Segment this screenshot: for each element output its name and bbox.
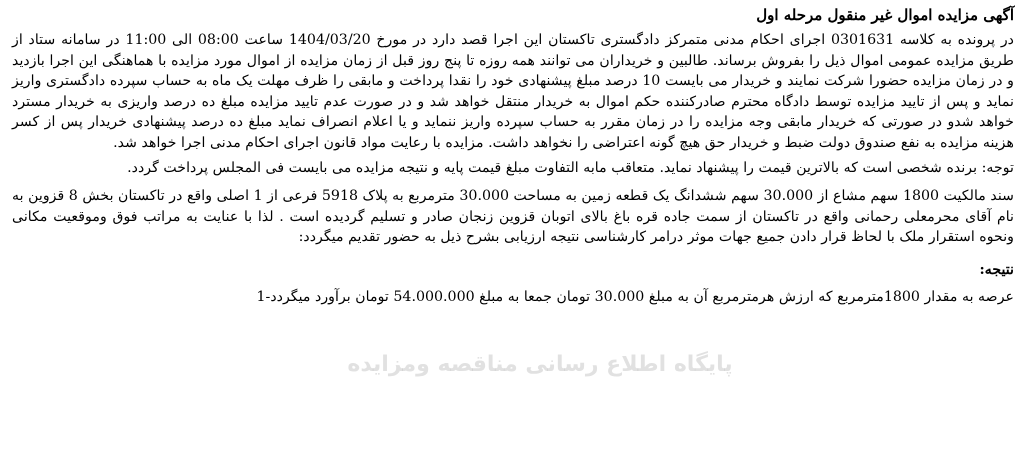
main-paragraph: در پرونده به کلاسه 0301631 اجرای احکام مدنی متمرکز دادگستری تاکستان این اجرا قصد دارد در مورخ 1404/03/20 ساعت 08:00 الی 11:00 در سامانه ستاد از طریق مزایده عمومی اموال ذیل را بفروش برساند. طالبین و خریداران می توانند همه روزه تا پنج روز قبل از زمان مزایده از اموال مورد مزایده با هماهنگی این اجرا بازدید و در زمان مزایده حضورا شرکت نمایند و خریدار می بایست 10 درصد مبلغ پیشنهادی خود را نقدا پرداخت و مابقی را ظرف مهلت یک ماه به حساب سپرده دادگستری واریز نماید و پس از تایید مزایده توسط دادگاه محترم صادرکننده حکم اموال به خریدار منتقل خواهد شد و در صورت عدم تایید مزایده مبلغ ده درصد واریزی به خریدار مسترد خواهد شدو در صورتی که خریدار مابقی وجه مزایده را در زمان مقرر به حساب سپرده واریز ننماید و یا اعلام انصراف نماید مبلغ ده درصد پیشنهادی خریدار پس از کسر هزینه مزایده به نفع صندوق دولت ضبط و خریدار حق هیچ گونه اعتراضی را نخواهد داشت. مزایده با رعایت مواد قانون اجرای احکام مدنی اجرا خواهد شد. [12,32,1015,151]
notice-title: آگهی مزایده اموال غیر منقول مرحله اول [756,6,1014,24]
note-paragraph: توجه: برنده شخصی است که بالاترین قیمت را پیشنهاد نماید. متعاقب مابه التفاوت مبلغ قیمت پایه و نتیجه مزایده می بایست فی المجلس پرداخت گردد. [127,159,1014,176]
result-line: عرصه به مقدار 1800مترمربع که ارزش هرمترمربع آن به مبلغ 30.000 تومان جمعا به مبلغ 54.000.000 تومان برآورد میگردد-1 [256,288,1014,305]
property-paragraph: سند مالکیت 1800 سهم مشاع از 30.000 سهم ششدانگ یک قطعه زمین به مساحت 30.000 مترمربع به پلاک 5918 فرعی از 1 اصلی واقع در تاکستان بخش 8 قزوین به نام آقای محرمعلی رحمانی واقع در تاکستان از سمت جاده قره باغ بالای اتوبان قزوین زنجان صادر و تسلیم گردیده است . لذا با عنایت به مراتب فوق وموقعیت مکانی ونحوه استقرار ملک با لحاظ قرار دادن جمیع جهات موثر درامر کارشناسی نتیجه ارزیابی بشرح ذیل به حضور تقدیم میگردد: [12,188,1015,246]
result-label: نتیجه: [979,261,1014,278]
watermark-text: پایگاه اطلاع رسانی مناقصه ومزایده [347,352,733,377]
